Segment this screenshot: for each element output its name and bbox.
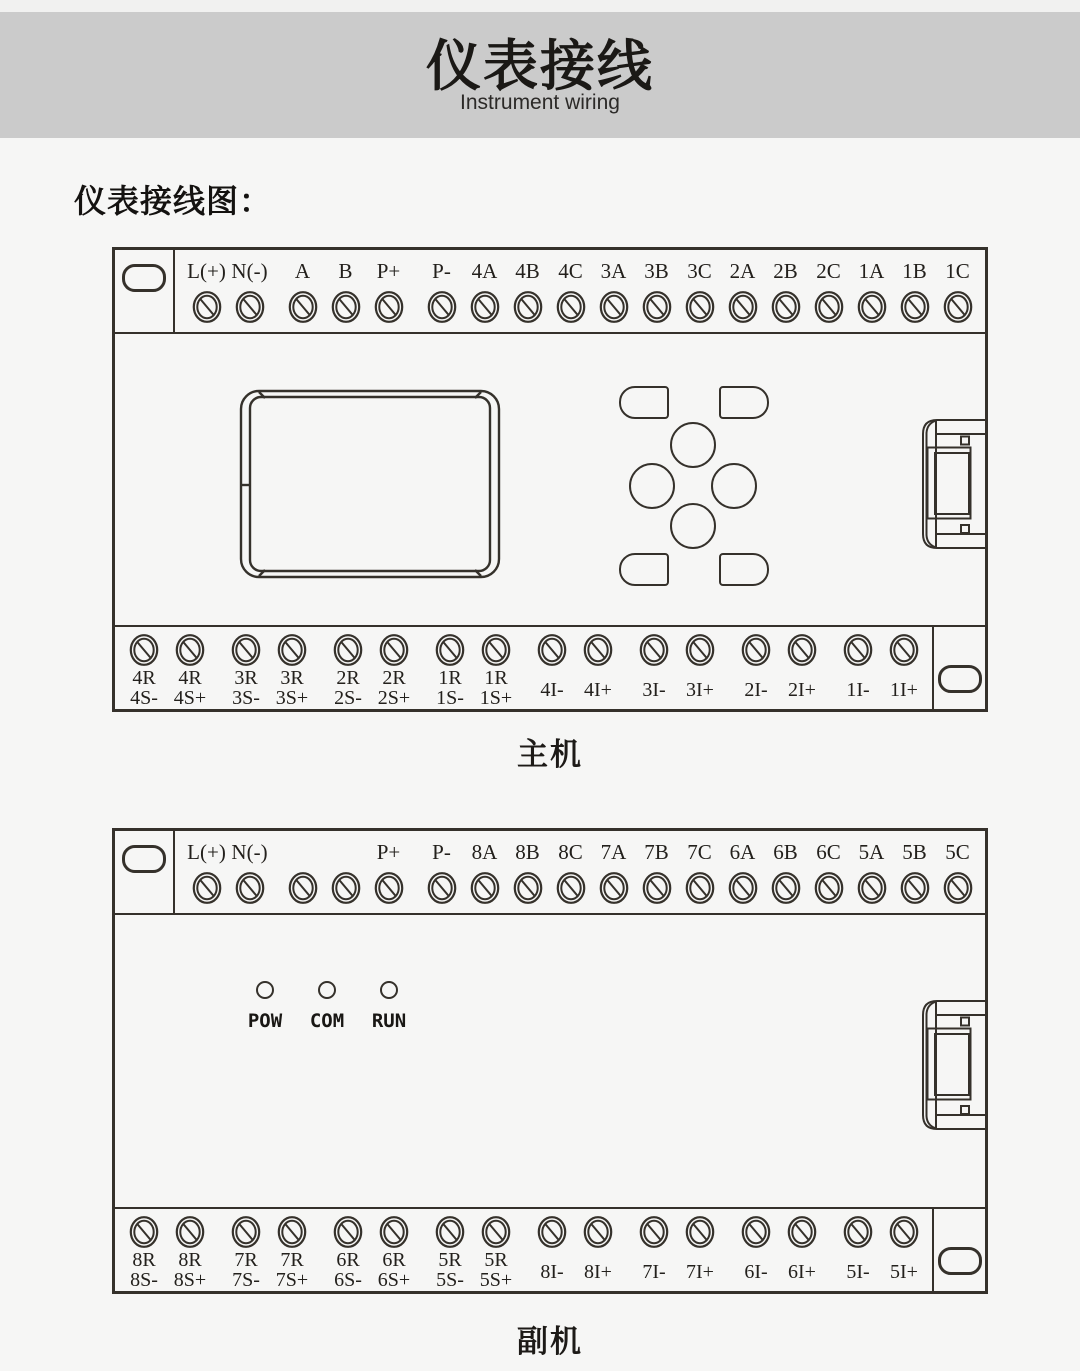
terminal-label: 3I+ [686,679,714,701]
screw-terminal-icon [685,290,715,324]
mounting-hole [122,264,166,292]
terminal [936,250,979,324]
screw-terminal-icon [331,871,361,905]
terminal [733,627,779,700]
terminal [325,627,371,708]
terminal [575,1209,621,1282]
led-indicator [243,981,287,1032]
function-key-top-right-icon [719,386,769,419]
terminal [427,627,473,708]
screw-terminal-icon [639,633,669,667]
terminal-label: 7R 7S- [232,1249,260,1291]
terminal-label: 5C [945,840,970,864]
screw-terminal-icon [599,871,629,905]
terminal [549,831,592,905]
screw-terminal-icon [235,290,265,324]
side-connector [915,419,985,549]
banner-title: 仪表接线 [425,35,654,97]
terminal [592,831,635,905]
terminal-label: B [338,259,353,283]
terminal [420,831,463,905]
screw-terminal-icon [814,290,844,324]
terminal [223,627,269,708]
terminal-label: P- [432,840,451,864]
led-circle-icon [380,981,398,999]
screw-terminal-icon [900,871,930,905]
terminal-label: 2I+ [788,679,816,701]
terminal-label: 8I- [540,1261,564,1283]
screw-terminal-icon [537,633,567,667]
terminal [635,831,678,905]
screw-terminal-icon [427,290,457,324]
terminal-label: 1A [858,259,885,283]
terminal-label: 6B [773,840,798,864]
terminal [592,250,635,324]
device-body [115,334,985,625]
terminal-label: L(+) [187,840,226,864]
terminal [635,250,678,324]
mounting-hole [122,845,166,873]
screw-terminal-icon [129,1215,159,1249]
terminal [764,250,807,324]
screw-terminal-icon [470,290,500,324]
terminal-label: 2R 2S+ [377,667,411,709]
terminal [506,250,549,324]
terminal-label: 7C [687,840,712,864]
screw-terminal-icon [288,290,318,324]
screw-terminal-icon [857,871,887,905]
led-label: RUN [371,1010,407,1032]
screw-terminal-icon [741,633,771,667]
terminal [779,627,825,700]
screw-terminal-icon [843,1215,873,1249]
screw-terminal-icon [728,871,758,905]
screw-terminal-icon [814,871,844,905]
screw-terminal-icon [175,1215,205,1249]
terminal [367,250,410,324]
terminal [893,250,936,324]
nav-key-left-icon [629,463,675,509]
device-body [115,915,985,1207]
terminal [121,627,167,708]
terminal-label: 7A [600,840,627,864]
screw-terminal-icon [642,871,672,905]
screw-terminal-icon [537,1215,567,1249]
screw-terminal-icon [900,290,930,324]
terminal [733,1209,779,1282]
terminal [371,627,417,708]
main-unit-diagram [112,247,988,712]
nav-key-up-icon [670,422,716,468]
terminal-label: P+ [376,259,401,283]
terminal [324,831,367,905]
top-terminal-strip [115,250,985,334]
terminal-label: 5I- [846,1261,870,1283]
terminal-label: 6I+ [788,1261,816,1283]
screw-terminal-icon [379,633,409,667]
terminal-label: 4B [515,259,540,283]
terminal-label: 3R 3S- [232,667,260,709]
terminal [764,831,807,905]
screw-terminal-icon [175,633,205,667]
terminal [631,1209,677,1282]
screw-terminal-icon [728,290,758,324]
nav-key-down-icon [670,503,716,549]
terminal [185,831,228,905]
terminal [463,250,506,324]
terminal-label: 3B [644,259,669,283]
screw-terminal-icon [771,290,801,324]
terminal [575,627,621,700]
screw-terminal-icon [599,290,629,324]
mounting-cell [932,1209,985,1291]
screw-terminal-icon [481,633,511,667]
terminal-label: 1B [902,259,927,283]
terminal [281,831,324,905]
screw-terminal-icon [379,1215,409,1249]
terminal-label: 7I- [642,1261,666,1283]
device-caption-main: 主机 [517,737,583,772]
screw-terminal-icon [787,1215,817,1249]
screw-terminal-icon [787,633,817,667]
terminal-label: 6I- [744,1261,768,1283]
top-terminal-row [177,831,985,913]
terminal-label: 5R 5S- [436,1249,464,1291]
terminal [549,250,592,324]
led-label: POW [247,1010,283,1032]
terminal [631,627,677,700]
screw-terminal-icon [685,1215,715,1249]
terminal [850,250,893,324]
led-row [243,981,411,1032]
terminal-label: N(-) [231,259,268,283]
function-key-top-left-icon [619,386,669,419]
terminal-label: 5B [902,840,927,864]
led-circle-icon [256,981,274,999]
terminal [281,250,324,324]
bottom-terminal-strip [115,1207,985,1291]
led-indicator [367,981,411,1032]
terminal-label: 3R 3S+ [275,667,309,709]
bottom-terminal-strip [115,625,985,709]
terminal [936,831,979,905]
terminal-label: 1C [945,259,970,283]
terminal-label: 5R 5S+ [479,1249,513,1291]
terminal [167,627,213,708]
terminal [529,627,575,700]
function-key-bottom-left-icon [619,553,669,586]
screw-terminal-icon [556,290,586,324]
terminal [473,1209,519,1290]
terminal-label: 2I- [744,679,768,701]
led-indicator [305,981,349,1032]
terminal-label: 3C [687,259,712,283]
screw-terminal-icon [741,1215,771,1249]
terminal-label: 7I+ [686,1261,714,1283]
terminal [367,831,410,905]
screw-terminal-icon [685,633,715,667]
terminal [721,250,764,324]
screw-terminal-icon [231,633,261,667]
terminal-label: 8B [515,840,540,864]
led-circle-icon [318,981,336,999]
terminal [420,250,463,324]
terminal-label: 6A [729,840,756,864]
side-connector [915,1000,985,1130]
screw-terminal-icon [235,871,265,905]
screw-terminal-icon [374,290,404,324]
terminal-label: 1R 1S- [436,667,464,709]
top-terminal-strip [115,831,985,915]
screw-terminal-icon [333,1215,363,1249]
screw-terminal-icon [513,290,543,324]
screw-terminal-icon [192,290,222,324]
screw-terminal-icon [231,1215,261,1249]
mounting-cell [932,627,985,709]
mounting-cell [115,831,175,913]
terminal-label: 3A [600,259,627,283]
terminal [269,1209,315,1290]
terminal-label: 2R 2S- [334,667,362,709]
screw-terminal-icon [685,871,715,905]
screw-terminal-icon [435,633,465,667]
terminal-label: 4A [471,259,498,283]
terminal-label: P+ [376,840,401,864]
screw-terminal-icon [583,633,613,667]
screw-terminal-icon [583,1215,613,1249]
terminal-label: 6R 6S- [334,1249,362,1291]
terminal-label: 6C [816,840,841,864]
terminal-label: 5I+ [890,1261,918,1283]
screw-terminal-icon [639,1215,669,1249]
terminal [678,250,721,324]
screw-terminal-icon [843,633,873,667]
nav-key-right-icon [711,463,757,509]
terminal [677,1209,723,1282]
bottom-terminal-row [115,1209,930,1291]
terminal [835,627,881,700]
terminal-label: 4C [558,259,583,283]
terminal [269,627,315,708]
terminal-label: 8R 8S+ [173,1249,207,1291]
screw-terminal-icon [277,633,307,667]
terminal-label: 7B [644,840,669,864]
screw-terminal-icon [333,633,363,667]
terminal [529,1209,575,1282]
terminal [678,831,721,905]
terminal [427,1209,473,1290]
terminal-label: L(+) [187,259,226,283]
terminal-label: 1I- [846,679,870,701]
screw-terminal-icon [943,290,973,324]
screw-terminal-icon [889,633,919,667]
terminal-label: 2C [816,259,841,283]
terminal-label: 4R 4S+ [173,667,207,709]
terminal [324,250,367,324]
terminal [807,831,850,905]
terminal [881,627,927,700]
screw-terminal-icon [192,871,222,905]
terminal-label: 8R 8S- [130,1249,158,1291]
screw-terminal-icon [513,871,543,905]
screw-terminal-icon [889,1215,919,1249]
terminal [185,250,228,324]
terminal [721,831,764,905]
terminal-label: 7R 7S+ [275,1249,309,1291]
terminal-label: N(-) [231,840,268,864]
mounting-cell [115,250,175,332]
terminal-label: 4I- [540,679,564,701]
screw-terminal-icon [435,1215,465,1249]
lcd-display [239,389,501,579]
terminal [807,250,850,324]
screw-terminal-icon [129,633,159,667]
mounting-hole [938,1247,982,1275]
terminal-label: 4R 4S- [130,667,158,709]
screw-terminal-icon [374,871,404,905]
top-terminal-row [177,250,985,332]
terminal [167,1209,213,1290]
screw-terminal-icon [556,871,586,905]
screw-terminal-icon [481,1215,511,1249]
terminal [473,627,519,708]
terminal-label: 2A [729,259,756,283]
screw-terminal-icon [857,290,887,324]
terminal-label: 1I+ [890,679,918,701]
function-key-bottom-right-icon [719,553,769,586]
terminal [677,627,723,700]
terminal [223,1209,269,1290]
terminal-label: 8C [558,840,583,864]
terminal [371,1209,417,1290]
terminal [506,831,549,905]
bottom-terminal-row [115,627,930,709]
screw-terminal-icon [771,871,801,905]
terminal [850,831,893,905]
screw-terminal-icon [943,871,973,905]
page-top-strip [0,0,1080,12]
terminal-label: A [294,259,311,283]
terminal-label: 2B [773,259,798,283]
screw-terminal-icon [331,290,361,324]
terminal-label: 1R 1S+ [479,667,513,709]
terminal-label: 8A [471,840,498,864]
terminal [463,831,506,905]
terminal-label: 6R 6S+ [377,1249,411,1291]
screw-terminal-icon [642,290,672,324]
section-heading: 仪表接线图： [74,183,273,219]
screw-terminal-icon [470,871,500,905]
terminal [228,831,271,905]
terminal [121,1209,167,1290]
terminal-label: 8I+ [584,1261,612,1283]
device-caption-sub: 副机 [517,1324,583,1359]
secondary-unit-diagram [112,828,988,1294]
terminal [893,831,936,905]
terminal-label: 5A [858,840,885,864]
terminal [228,250,271,324]
banner-subtitle: Instrument wiring [460,91,620,114]
mounting-hole [938,665,982,693]
terminal [325,1209,371,1290]
terminal [835,1209,881,1282]
terminal-label: 3I- [642,679,666,701]
led-label: COM [309,1010,345,1032]
terminal-label: 4I+ [584,679,612,701]
page-banner [0,12,1080,138]
terminal [881,1209,927,1282]
terminal-label: P- [432,259,451,283]
terminal [779,1209,825,1282]
screw-terminal-icon [427,871,457,905]
screw-terminal-icon [288,871,318,905]
screw-terminal-icon [277,1215,307,1249]
